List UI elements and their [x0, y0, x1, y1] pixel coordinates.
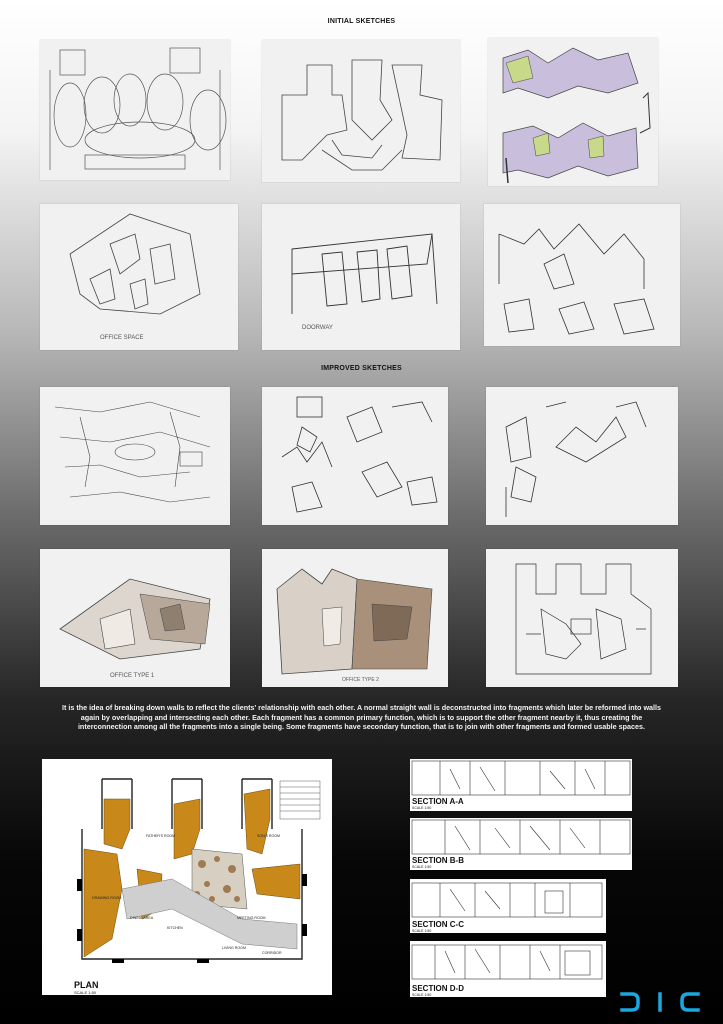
initial-sketches-heading: INITIAL SKETCHES	[327, 18, 396, 25]
improved-sketch-1	[40, 387, 230, 525]
section-b-b-scale: SCALE 1:50	[412, 865, 432, 869]
initial-sketch-4-caption: OFFICE SPACE	[100, 335, 144, 341]
section-b-b-title: SECTION B-B	[412, 856, 464, 865]
room-label-dining: DINING AREA	[130, 916, 154, 920]
section-d-d-scale: SCALE 1:50	[412, 993, 432, 997]
section-c-c-title: SECTION C-C	[412, 920, 464, 929]
room-label-sons: SON'S ROOM	[257, 834, 281, 838]
improved-sketch-4	[40, 549, 230, 687]
initial-sketch-4	[40, 204, 238, 350]
initial-sketch-5	[262, 204, 460, 350]
section-d-d-title: SECTION D-D	[412, 984, 464, 993]
plan-title: PLAN	[74, 980, 99, 990]
initial-sketch-5-caption: DOORWAY	[302, 325, 333, 331]
section-a-a-scale: SCALE 1:50	[412, 806, 432, 810]
initial-sketch-6	[484, 204, 680, 346]
improved-sketch-5-caption: OFFICE TYPE 2	[342, 677, 379, 683]
plan-scale: SCALE 1:50	[74, 990, 97, 995]
description-text: It is the idea of breaking down walls to reflect the clients' relationship with each other. A normal straight wall is deconstructed into fragments which later be reformed into walls again by overlapping and intersecting each other. Each fragment has a common primary function, which is to support the other fragment nearby it, thus creating the interconnection among all the fragments into a single being. Some fragments have secondary function, that is to join with other fragments and formed usable spaces.	[61, 703, 662, 732]
initial-sketch-2	[262, 40, 460, 182]
section-c-c-scale: SCALE 1:50	[412, 929, 432, 933]
improved-sketch-5	[262, 549, 448, 687]
room-label-living: LIVING ROOM	[222, 946, 246, 950]
section-a-a-title: SECTION A-A	[412, 797, 464, 806]
improved-sketch-6	[486, 549, 678, 687]
improved-sketches-heading: IMPROVED SKETCHES	[321, 365, 402, 372]
room-label-kitchen: KITCHEN	[167, 926, 183, 930]
improved-sketch-4-caption: OFFICE TYPE 1	[110, 673, 155, 679]
initial-sketch-3	[488, 38, 658, 186]
room-label-corridor: CORRIDOR	[262, 951, 282, 955]
improved-sketch-2	[262, 387, 448, 525]
improved-sketch-3	[486, 387, 678, 525]
did-logo	[618, 990, 702, 1014]
initial-sketch-1	[40, 40, 230, 180]
room-label-drawing: DRAWING ROOM	[92, 896, 122, 900]
room-label-meeting: MEETING ROOM	[237, 916, 266, 920]
room-label-fathers: FATHER'S ROOM	[146, 834, 176, 838]
floor-plan	[42, 759, 332, 995]
